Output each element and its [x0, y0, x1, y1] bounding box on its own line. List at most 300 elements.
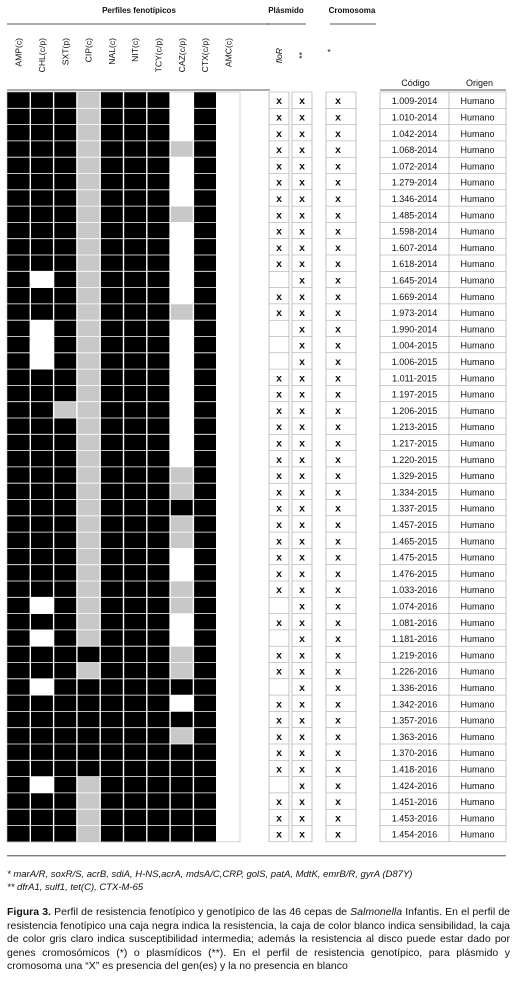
phenotype-cell — [170, 255, 194, 272]
phenotype-cell — [30, 206, 54, 223]
phenotype-cell — [54, 255, 78, 272]
phenotype-cell — [77, 744, 101, 761]
phenotype-cell — [170, 385, 194, 402]
phenotype-cell — [217, 369, 241, 386]
strain-origin: Humano — [460, 259, 495, 270]
strain-origin: Humano — [460, 210, 495, 221]
phenotype-cell — [7, 581, 31, 598]
phenotype-cell — [77, 353, 101, 370]
phenotype-cell — [77, 141, 101, 158]
phenotype-cell — [124, 353, 148, 370]
phenotype-cell — [193, 483, 217, 500]
phenotype-cell — [193, 760, 217, 777]
phenotype-cell — [217, 320, 241, 337]
phenotype-cell — [170, 288, 194, 305]
strain-code: 1.363-2016 — [391, 731, 438, 742]
phenotype-cell — [30, 483, 54, 500]
strain-code: 1.453-2016 — [391, 813, 438, 824]
phenotype-cell — [217, 385, 241, 402]
phenotype-cell — [170, 679, 194, 696]
phenotype-cell — [170, 760, 194, 777]
phenotype-cell — [124, 141, 148, 158]
plasmid-genes-presence-mark: x — [299, 470, 305, 483]
phenotype-cell — [77, 125, 101, 142]
phenotype-cell — [54, 614, 78, 631]
phenotype-cell — [124, 532, 148, 549]
phenotype-cell — [7, 500, 31, 517]
phenotype-cell — [100, 337, 124, 354]
phenotype-cell — [77, 565, 101, 582]
phenotype-cell — [77, 728, 101, 745]
phenotype-cell — [30, 337, 54, 354]
phenotype-cell — [147, 663, 171, 680]
strain-origin: Humano — [460, 634, 495, 645]
phenotype-cell — [54, 548, 78, 565]
phenotype-cell — [124, 239, 148, 256]
strain-code: 1.370-2016 — [391, 748, 438, 759]
phenotype-cell — [147, 206, 171, 223]
phenotype-cell — [77, 679, 101, 696]
phenotype-cell — [30, 320, 54, 337]
chromosomal-genes-presence-mark: x — [335, 307, 341, 320]
phenotype-cell — [30, 744, 54, 761]
phenotype-cell — [54, 711, 78, 728]
phenotype-cell — [147, 500, 171, 517]
strain-origin: Humano — [460, 552, 495, 563]
phenotype-cell — [54, 451, 78, 468]
plasmid-genes-presence-mark: x — [299, 290, 305, 303]
phenotype-cell — [217, 467, 241, 484]
phenotype-cell — [7, 646, 31, 663]
phenotype-cell — [147, 451, 171, 468]
strain-origin: Humano — [460, 503, 495, 514]
chromosomal-genes-presence-mark: x — [335, 323, 341, 336]
plasmid-genes-presence-mark: x — [299, 339, 305, 352]
plasmid-genes-presence-mark: x — [299, 225, 305, 238]
chromosomal-genes-presence-mark: x — [335, 665, 341, 678]
column-header-7: TCY(c/p) — [153, 38, 164, 73]
phenotype-cell — [30, 760, 54, 777]
floR-presence-mark: x — [276, 111, 282, 124]
phenotype-cell — [193, 614, 217, 631]
phenotype-cell — [147, 744, 171, 761]
phenotype-cell — [217, 793, 241, 810]
phenotype-cell — [193, 141, 217, 158]
phenotype-cell — [147, 337, 171, 354]
phenotype-cell — [124, 402, 148, 419]
chromosomal-genes-presence-mark: x — [335, 535, 341, 548]
phenotype-cell — [124, 614, 148, 631]
plasmid-genes-presence-mark: x — [299, 518, 305, 531]
plasmid-genes-presence-mark: x — [299, 616, 305, 629]
phenotype-cell — [30, 728, 54, 745]
phenotype-cell — [7, 288, 31, 305]
phenotype-cell — [7, 728, 31, 745]
strain-origin: Humano — [460, 568, 495, 579]
phenotype-cell — [170, 744, 194, 761]
phenotype-cell — [193, 157, 217, 174]
phenotype-cell — [147, 190, 171, 207]
strain-origin: Humano — [460, 128, 495, 139]
strain-origin: Humano — [460, 780, 495, 791]
phenotype-cell — [124, 500, 148, 517]
plasmid-genes-presence-mark: x — [299, 176, 305, 189]
phenotype-cell — [217, 108, 241, 125]
phenotype-cell — [54, 402, 78, 419]
strain-origin: Humano — [460, 813, 495, 824]
phenotype-cell — [30, 304, 54, 321]
header-phenotypic-profiles: Perfiles fenotípicos — [102, 6, 176, 15]
phenotype-cell — [147, 565, 171, 582]
phenotype-cell — [124, 565, 148, 582]
phenotype-cell — [124, 826, 148, 843]
phenotype-cell — [7, 385, 31, 402]
strain-code: 1.475-2015 — [391, 552, 438, 563]
column-header-origin: Origen — [465, 78, 494, 88]
chromosomal-genes-presence-mark: x — [335, 355, 341, 368]
phenotype-cell — [54, 239, 78, 256]
plasmid-genes-presence-mark: x — [299, 535, 305, 548]
plasmid-genes-presence-mark: x — [299, 649, 305, 662]
phenotype-cell — [170, 711, 194, 728]
phenotype-cell — [124, 125, 148, 142]
plasmid-genes-presence-mark: x — [299, 388, 305, 401]
phenotype-cell — [193, 206, 217, 223]
plasmid-genes-presence-mark: x — [299, 714, 305, 727]
phenotype-cell — [193, 92, 217, 109]
floR-presence-mark: x — [276, 698, 282, 711]
phenotype-cell — [217, 728, 241, 745]
phenotype-cell — [77, 516, 101, 533]
phenotype-cell — [193, 516, 217, 533]
phenotype-cell — [100, 141, 124, 158]
floR-presence-mark: x — [276, 665, 282, 678]
plasmid-genes-presence-mark: x — [299, 633, 305, 646]
phenotype-cell — [54, 760, 78, 777]
phenotype-cell — [170, 418, 194, 435]
phenotype-cell — [77, 548, 101, 565]
phenotype-cell — [100, 777, 124, 794]
phenotype-cell — [7, 255, 31, 272]
phenotype-cell — [193, 451, 217, 468]
phenotype-cell — [193, 744, 217, 761]
phenotype-cell — [147, 239, 171, 256]
floR-presence-mark: x — [276, 290, 282, 303]
phenotype-cell — [54, 369, 78, 386]
strain-code: 1.226-2016 — [391, 666, 438, 677]
phenotype-cell — [193, 532, 217, 549]
phenotype-cell — [217, 826, 241, 843]
phenotype-cell — [7, 402, 31, 419]
strain-code: 1.009-2014 — [391, 96, 438, 107]
phenotype-cell — [193, 548, 217, 565]
column-header-2: CHL(c/p) — [36, 38, 47, 73]
phenotype-cell — [100, 174, 124, 191]
phenotype-cell — [7, 304, 31, 321]
column-header-plasmid-genes: ** — [297, 52, 307, 59]
phenotype-cell — [77, 206, 101, 223]
chromosomal-genes-presence-mark: x — [335, 518, 341, 531]
phenotype-cell — [217, 174, 241, 191]
phenotype-cell — [77, 711, 101, 728]
floR-presence-mark: x — [276, 209, 282, 222]
phenotype-cell — [217, 597, 241, 614]
chromosomal-genes-presence-mark: x — [335, 339, 341, 352]
phenotype-cell — [193, 793, 217, 810]
floR-presence-mark: x — [276, 388, 282, 401]
phenotype-cell — [30, 581, 54, 598]
phenotype-cell — [100, 157, 124, 174]
phenotype-cell — [193, 255, 217, 272]
plasmid-genes-presence-mark: x — [299, 421, 305, 434]
phenotype-cell — [100, 483, 124, 500]
phenotype-cell — [30, 597, 54, 614]
phenotype-cell — [170, 451, 194, 468]
floR-presence-mark: x — [276, 567, 282, 580]
phenotype-cell — [170, 516, 194, 533]
phenotype-cell — [54, 337, 78, 354]
phenotype-cell — [193, 190, 217, 207]
phenotype-cell — [217, 288, 241, 305]
phenotype-cell — [124, 190, 148, 207]
phenotype-cell — [54, 174, 78, 191]
phenotype-cell — [30, 369, 54, 386]
phenotype-cell — [100, 369, 124, 386]
strain-origin: Humano — [460, 487, 495, 498]
phenotype-cell — [54, 630, 78, 647]
phenotype-cell — [7, 434, 31, 451]
strain-origin: Humano — [460, 617, 495, 628]
strain-origin: Humano — [460, 112, 495, 123]
strain-code: 1.973-2014 — [391, 308, 438, 319]
phenotype-cell — [217, 190, 241, 207]
phenotype-cell — [170, 239, 194, 256]
strain-origin: Humano — [460, 356, 495, 367]
phenotype-cell — [54, 646, 78, 663]
phenotype-cell — [217, 353, 241, 370]
phenotype-cell — [54, 483, 78, 500]
strain-code: 1.598-2014 — [391, 226, 438, 237]
phenotype-cell — [77, 304, 101, 321]
column-header-8: CAZ(c/p) — [176, 38, 187, 73]
plasmid-genes-presence-mark: x — [299, 209, 305, 222]
plasmid-genes-presence-mark: x — [299, 437, 305, 450]
phenotype-cell — [124, 646, 148, 663]
phenotype-cell — [100, 581, 124, 598]
phenotype-cell — [170, 793, 194, 810]
phenotype-cell — [217, 337, 241, 354]
chromosomal-genes-presence-mark: x — [335, 698, 341, 711]
phenotype-cell — [124, 760, 148, 777]
footnote-plasmid: ** dfrA1, sulf1, tet(C), CTX-M-65 — [7, 882, 144, 893]
phenotype-cell — [100, 255, 124, 272]
phenotype-cell — [124, 728, 148, 745]
phenotype-cell — [54, 92, 78, 109]
chromosomal-genes-presence-mark: x — [335, 290, 341, 303]
plasmid-genes-presence-mark: x — [299, 600, 305, 613]
phenotype-cell — [30, 353, 54, 370]
phenotype-cell — [147, 141, 171, 158]
column-header-code: Código — [401, 78, 430, 88]
phenotype-cell — [7, 206, 31, 223]
strain-origin: Humano — [460, 585, 495, 596]
phenotype-cell — [54, 532, 78, 549]
floR-presence-mark: x — [276, 404, 282, 417]
strain-code: 1.219-2016 — [391, 650, 438, 661]
phenotype-cell — [124, 271, 148, 288]
chromosomal-genes-presence-mark: x — [335, 225, 341, 238]
strain-code: 1.217-2015 — [391, 438, 438, 449]
chromosomal-genes-presence-mark: x — [335, 160, 341, 173]
phenotype-cell — [217, 760, 241, 777]
chromosomal-genes-presence-mark: x — [335, 453, 341, 466]
phenotype-cell — [124, 451, 148, 468]
phenotype-cell — [77, 581, 101, 598]
floR-presence-mark: x — [276, 714, 282, 727]
chromosomal-genes-presence-mark: x — [335, 796, 341, 809]
phenotype-cell — [7, 222, 31, 239]
phenotype-cell — [54, 500, 78, 517]
phenotype-cell — [170, 646, 194, 663]
phenotype-cell — [30, 157, 54, 174]
phenotype-cell — [217, 614, 241, 631]
phenotype-cell — [147, 646, 171, 663]
column-header-1: AMP(c) — [13, 38, 24, 67]
phenotype-cell — [217, 711, 241, 728]
phenotype-cell — [77, 320, 101, 337]
phenotype-cell — [100, 728, 124, 745]
strain-code: 1.334-2015 — [391, 487, 438, 498]
phenotype-cell — [147, 597, 171, 614]
plasmid-genes-presence-mark: x — [299, 796, 305, 809]
strain-code: 1.346-2014 — [391, 193, 438, 204]
strain-code: 1.457-2015 — [391, 519, 438, 530]
chromosomal-genes-presence-mark: x — [335, 681, 341, 694]
phenotype-cell — [7, 141, 31, 158]
phenotype-cell — [100, 288, 124, 305]
phenotype-cell — [124, 663, 148, 680]
floR-presence-mark: x — [276, 486, 282, 499]
phenotype-cell — [77, 483, 101, 500]
phenotype-cell — [30, 434, 54, 451]
plasmid-genes-presence-mark: x — [299, 584, 305, 597]
phenotype-cell — [170, 320, 194, 337]
strain-code: 1.011-2015 — [392, 373, 437, 384]
phenotype-cell — [30, 402, 54, 419]
phenotype-cell — [100, 92, 124, 109]
phenotype-cell — [124, 581, 148, 598]
phenotype-cell — [147, 532, 171, 549]
phenotype-cell — [30, 467, 54, 484]
phenotype-cell — [193, 239, 217, 256]
phenotype-cell — [7, 630, 31, 647]
phenotype-cell — [100, 125, 124, 142]
strain-origin: Humano — [460, 454, 495, 465]
strain-code: 1.342-2016 — [391, 699, 438, 710]
phenotype-cell — [170, 483, 194, 500]
phenotype-cell — [193, 434, 217, 451]
strain-code: 1.213-2015 — [391, 422, 438, 433]
phenotype-cell — [30, 777, 54, 794]
phenotype-cell — [124, 809, 148, 826]
phenotype-cell — [77, 793, 101, 810]
strain-origin: Humano — [460, 471, 495, 482]
strain-code: 1.607-2014 — [391, 242, 438, 253]
floR-presence-mark: x — [276, 502, 282, 515]
phenotype-cell — [124, 320, 148, 337]
phenotype-cell — [100, 451, 124, 468]
phenotype-cell — [7, 239, 31, 256]
phenotype-cell — [217, 206, 241, 223]
phenotype-cell — [54, 271, 78, 288]
strain-origin: Humano — [460, 764, 495, 775]
strain-code: 1.454-2016 — [391, 829, 438, 840]
phenotype-cell — [77, 271, 101, 288]
phenotype-cell — [147, 826, 171, 843]
phenotype-cell — [217, 92, 241, 109]
phenotype-cell — [77, 467, 101, 484]
phenotype-cell — [30, 614, 54, 631]
phenotype-cell — [100, 467, 124, 484]
phenotype-cell — [217, 548, 241, 565]
phenotype-cell — [170, 728, 194, 745]
phenotype-cell — [100, 826, 124, 843]
phenotype-cell — [147, 271, 171, 288]
floR-presence-mark: x — [276, 763, 282, 776]
phenotype-cell — [217, 500, 241, 517]
phenotype-cell — [217, 451, 241, 468]
phenotype-cell — [7, 532, 31, 549]
phenotype-cell — [170, 663, 194, 680]
phenotype-cell — [77, 239, 101, 256]
strain-origin: Humano — [460, 797, 495, 808]
strain-code: 1.418-2016 — [391, 764, 438, 775]
phenotype-cell — [7, 451, 31, 468]
phenotype-cell — [54, 222, 78, 239]
strain-code: 1.006-2015 — [391, 356, 438, 367]
phenotype-cell — [7, 174, 31, 191]
strain-origin: Humano — [460, 275, 495, 286]
phenotype-cell — [7, 271, 31, 288]
phenotype-cell — [54, 206, 78, 223]
footnote-chromosomal: * marA/R, soxR/S, acrB, sdiA, H-NS,acrA, mdsA/C,CRP, golS, patA, MdtK, emrB/R, gyrA (D87Y) — [7, 869, 413, 880]
phenotype-cell — [100, 500, 124, 517]
phenotype-cell — [54, 597, 78, 614]
floR-presence-mark: x — [276, 796, 282, 809]
phenotype-cell — [147, 548, 171, 565]
phenotype-cell — [100, 614, 124, 631]
phenotype-cell — [147, 711, 171, 728]
phenotype-cell — [193, 174, 217, 191]
phenotype-cell — [217, 646, 241, 663]
phenotype-cell — [193, 418, 217, 435]
phenotype-cell — [217, 516, 241, 533]
floR-presence-mark: x — [276, 160, 282, 173]
plasmid-genes-presence-mark: x — [299, 160, 305, 173]
phenotype-cell — [170, 141, 194, 158]
phenotype-cell — [124, 695, 148, 712]
floR-presence-mark: x — [276, 176, 282, 189]
phenotype-cell — [77, 646, 101, 663]
phenotype-cell — [54, 108, 78, 125]
phenotype-cell — [170, 565, 194, 582]
phenotype-cell — [54, 385, 78, 402]
phenotype-cell — [170, 304, 194, 321]
phenotype-cell — [147, 108, 171, 125]
phenotype-cell — [30, 108, 54, 125]
phenotype-cell — [217, 744, 241, 761]
column-header-3: SXT(p) — [60, 38, 71, 66]
